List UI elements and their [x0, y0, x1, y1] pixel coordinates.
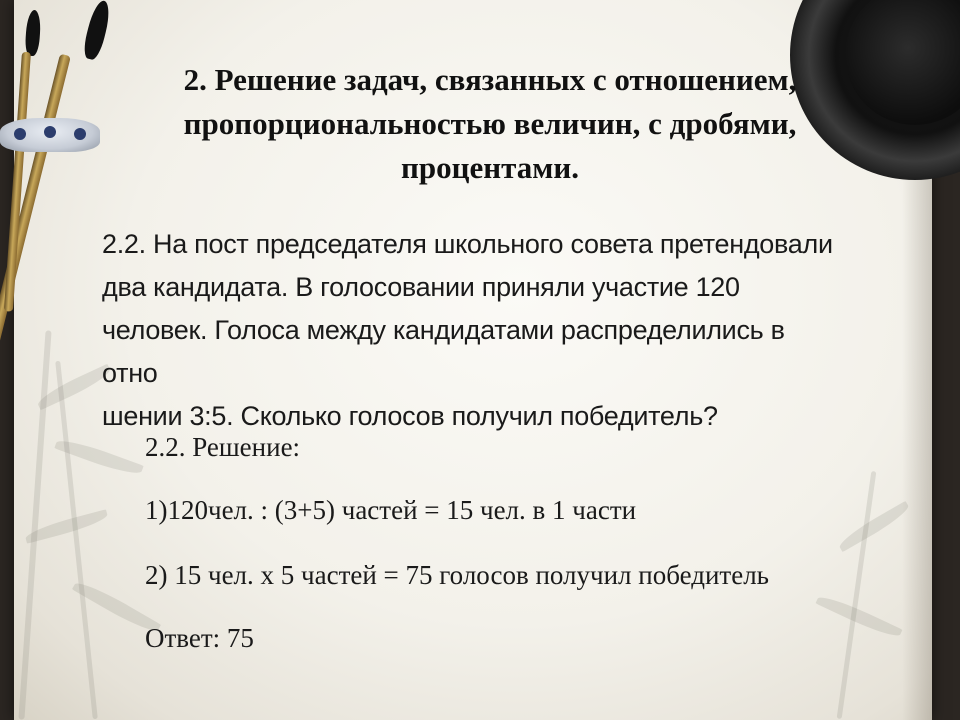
slide-title: 2. Решение задач, связанных с отношением, пропорциональностью величин, с дробями, процентами. [183, 62, 797, 185]
solution-heading: 2.2. Решение: [145, 432, 301, 462]
solution-step-2: 2) 15 чел. х 5 частей = 75 голосов получил победитель [145, 560, 769, 590]
problem-line: шении 3:5. Сколько голосов получил победитель? [102, 401, 718, 431]
problem-line: человек. Голоса между кандидатами распределились в отно [102, 315, 785, 388]
solution-step-1: 1)120чел. : (3+5) частей = 15 чел. в 1 части [145, 495, 637, 525]
bamboo-stalk [837, 471, 877, 719]
problem-line: два кандидата. В голосовании приняли участие 120 [102, 272, 740, 302]
problem-text [102, 223, 842, 438]
solution-answer: Ответ: 75 [145, 623, 254, 653]
bamboo-stalk [55, 361, 98, 720]
bamboo-leaf [836, 501, 912, 552]
brush-rest-icon [0, 118, 100, 152]
bamboo-leaf [815, 592, 902, 642]
problem-line: 2.2. На пост председателя школьного совета претендовали [102, 229, 833, 259]
